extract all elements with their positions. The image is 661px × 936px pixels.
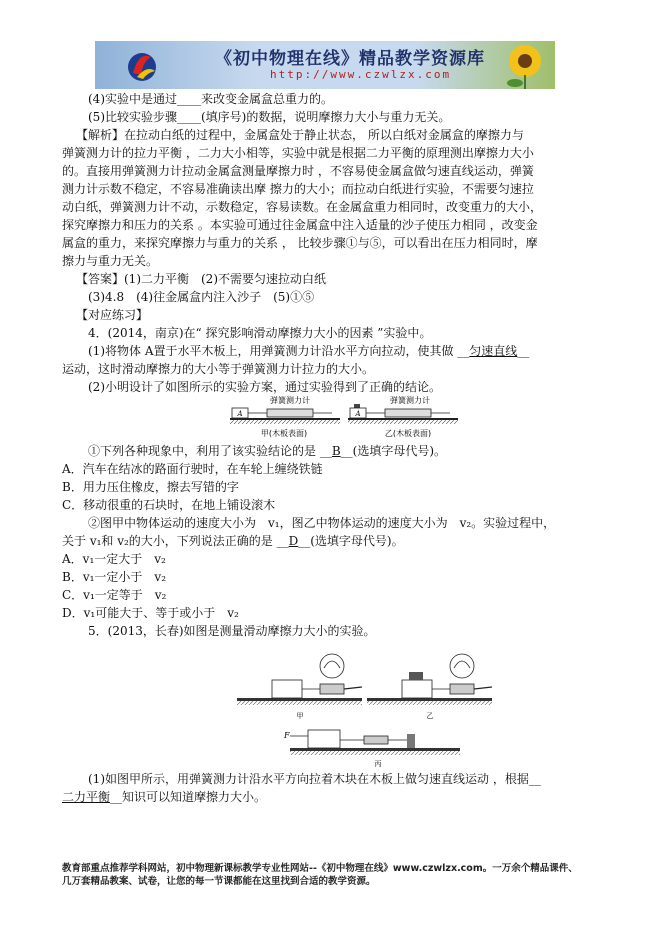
banner-title: 《初中物理在线》精品教学资源库: [215, 49, 485, 69]
option-a: A．v₁一定大于 v₂: [62, 552, 166, 566]
analysis-line: 【解析】在拉动白纸的过程中，金属盒处于静止状态， 所以白纸对金属盒的摩擦力与: [76, 128, 524, 142]
header-banner: [95, 41, 555, 89]
problem-4-part-1: (1)将物体 A置于水平木板上，用弹簧测力计沿水平方向拉动，使其做 __匀速直线__: [88, 344, 530, 358]
sunflower-icon: [495, 41, 555, 89]
option-b: B．v₁一定小于 v₂: [62, 570, 166, 584]
friction-figure: [62, 640, 602, 770]
practice-heading: 【对应练习】: [76, 308, 149, 322]
answer-line: (3)4.8 (4)往金属盒内注入沙子 (5)①⑤: [88, 290, 315, 304]
figure-jia: [237, 654, 362, 720]
analysis-section: [62, 126, 602, 270]
answer-blank: D: [288, 534, 299, 548]
spring-scale-diagram: [62, 396, 602, 442]
spring-scale-label: 弹簧测力计: [390, 396, 430, 405]
question-4-line: (4)实验中是通过____来改变金属盒总重力的。: [88, 92, 333, 106]
analysis-line: 擦力与重力无关。: [62, 254, 159, 268]
friction-diagram: [62, 640, 602, 770]
page-footer: [62, 862, 602, 888]
answer-blank: B: [331, 444, 341, 458]
analysis-line: 探究摩擦力和压力的关系 。本实验可通过往金属盒中注入适量的沙子使压力相同 ，改变金: [62, 218, 538, 232]
force-label: F: [284, 731, 290, 740]
block-a-label: A: [355, 410, 361, 418]
option-c: C．移动很重的石块时，在地上铺设滚木: [62, 498, 276, 512]
document-body: [62, 90, 602, 806]
problem-4-title: 4．(2014，南京)在“ 探究影响滑动摩擦力大小的因素 ”实验中。: [88, 326, 432, 340]
analysis-line: 动白纸，弹簧测力计不动，示数稳定，容易读数。在金属盒重力相同时，改变重力的大小，: [62, 200, 543, 214]
spring-scale-figure: [62, 396, 602, 442]
figure-caption-left: 甲(木板表面): [260, 429, 308, 438]
option-c: C．v₁一定等于 v₂: [62, 588, 167, 602]
figure-bing: [283, 730, 460, 768]
analysis-line: 属盒的重力，来探究摩擦力与重力的关系 ， 比较步骤①与⑤，可以看出在压力相同时，摩: [62, 236, 538, 250]
site-logo-icon: [125, 47, 159, 83]
question-1: ①下列各种现象中，利用了该实验结论的是 __B__(选填字母代号)。: [88, 444, 447, 458]
problem-4-part-2: (2)小明设计了如图所示的实验方案，通过实验得到了正确的结论。: [88, 380, 442, 394]
option-b: B．用力压住橡皮，擦去写错的字: [62, 480, 239, 494]
answer-blank: 匀速直线: [469, 344, 518, 358]
footer-line: 几万套精品教案、试卷，让您的每一节课都能在这里找到合适的教学资源。: [62, 876, 376, 887]
problem-5-title: 5．(2013，长春)如图是测量滑动摩擦力大小的实验。: [88, 624, 376, 638]
answer-blank: 二力平衡: [62, 790, 111, 804]
spring-scale-label: 弹簧测力计: [270, 396, 310, 405]
footer-line: 教育部重点推荐学科网站，初中物理新课标教学专业性网站--《初中物理在线》www.czwlzx.com。一万余个精品课件、: [62, 863, 578, 874]
problem-4-part-1-cont: 运动，这时滑动摩擦力的大小等于弹簧测力计拉力的大小。: [62, 362, 375, 376]
problem-5-part-1: (1)如图甲所示，用弹簧测力计沿水平方向拉着木块在木板上做匀速直线运动 ，根据__: [88, 772, 541, 786]
figure-left: [230, 396, 340, 438]
problem-5-part-1-cont: 二力平衡__知识可以知道摩擦力大小。: [62, 790, 267, 804]
caption-bing: 丙: [374, 760, 382, 768]
question-2: ②图甲中物体运动的速度大小为 v₁，图乙中物体运动的速度大小为 v₂。实验过程中，: [88, 516, 556, 530]
caption-jia: 甲: [296, 712, 304, 720]
figure-caption-right: 乙(木板表面): [384, 429, 432, 438]
answer-line: 【答案】(1)二力平衡 (2)不需要匀速拉动白纸: [76, 272, 326, 286]
question-5-line: (5)比较实验步骤____(填序号)的数据，说明摩擦力大小与重力无关。: [88, 110, 451, 124]
caption-yi: 乙: [426, 712, 434, 720]
analysis-line: 弹簧测力计的拉力平衡 ，二力大小相等，实验中就是根据二力平衡的原理测出摩擦力大小: [62, 146, 534, 160]
option-a: A．汽车在结冰的路面行驶时，在车轮上缠绕铁链: [62, 462, 323, 476]
banner-url[interactable]: http://www.czwlzx.com: [270, 68, 452, 81]
analysis-line: 的。直接用弹簧测力计拉动金属盒测量摩擦力时 ，不容易使金属盒做匀速直线运动，弹簧: [62, 164, 534, 178]
option-d: D．v₁可能大于、等于或小于 v₂: [62, 606, 239, 620]
figure-yi: [367, 654, 492, 720]
block-a-label: A: [237, 410, 243, 418]
question-2-cont: 关于 v₁和 v₂的大小，下列说法正确的是 __D__(选填字母代号)。: [62, 534, 404, 548]
figure-right: [348, 396, 458, 438]
analysis-line: 测力计示数不稳定，不容易准确读出摩 擦力的大小；而拉动白纸进行实验，不需要匀速拉: [62, 182, 534, 196]
